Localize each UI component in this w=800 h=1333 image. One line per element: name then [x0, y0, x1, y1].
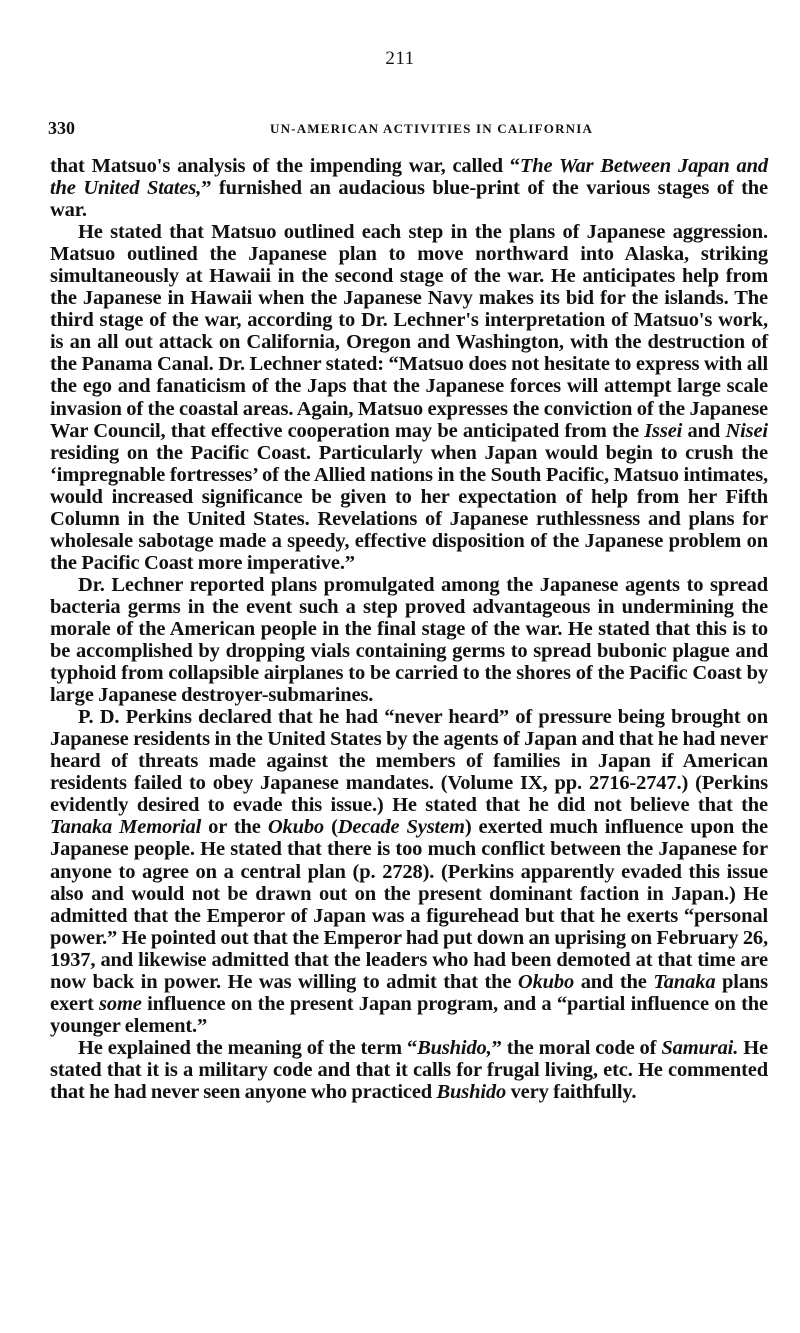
text-run: He explained the meaning of the term “ [78, 1036, 418, 1059]
paragraph-1 [50, 155, 768, 221]
italic-term: Decade System [337, 816, 465, 839]
paragraph-5 [50, 1037, 768, 1103]
text-run: ( [324, 816, 338, 839]
text-run: and the [574, 970, 654, 993]
text-run: very faithfully. [506, 1080, 637, 1103]
italic-term: some [99, 992, 142, 1015]
text-run: or the [201, 816, 268, 839]
italic-term: Tanaka [653, 970, 716, 993]
paragraph-4 [50, 706, 768, 1037]
body-text [50, 155, 768, 1103]
italic-title: The War Between Japan and the United States, [50, 155, 768, 200]
italic-term: Bushido, [417, 1036, 492, 1059]
italic-term: Nisei [725, 419, 768, 442]
italic-term: Issei [644, 419, 683, 442]
page-number: 211 [385, 48, 415, 69]
italic-term: Okubo [267, 816, 325, 839]
running-title: UN-AMERICAN ACTIVITIES IN CALIFORNIA [270, 121, 594, 136]
paragraph-2 [50, 221, 768, 574]
text-run: Dr. Lechner reported plans promulgated among the Japanese agents to spread bacteria germs in the event such a step proved advantageous in undermining the morale of the American people in the final stage of the war. He stated that this is to be accomplished by dropping vials containing germs to spread bubonic plague and typhoid from collapsible airplanes to be carried to the shores of the Pacific Coast by large Japanese destroyer-submarines. [50, 573, 768, 707]
paragraph-3 [50, 574, 768, 706]
running-head [48, 118, 768, 144]
text-run: ” furnished an audacious blue-print of the various stages of the war. [50, 177, 769, 222]
folio-number: 330 [48, 118, 75, 138]
text-run: that Matsuo's analysis of the impending war, called “ [50, 155, 520, 177]
text-run: He stated that it is a military code and that it calls for frugal living, etc. He commented that he had never seen anyone who practiced [50, 1036, 768, 1103]
text-run: He stated that Matsuo outlined each step in the plans of Japanese aggression. Matsuo outlined the Japanese plan to move northward into Alaska, striking simultaneously at Hawaii in the second stage of the war. He anticipates help from the Japanese in Hawaii when the Japanese Navy makes its bid for the islands. The third stage of the war, according to Dr. Lechner's interpretation of Matsuo's work, is an all out attack on California, Oregon and Washington, with the destruction of the Panama Canal. Dr. Lechner stated: “Matsuo does not hesitate to express with all the ego and fanaticism of the Japs that the Japanese forces will attempt large scale invasion of the coastal areas. Again, Matsuo expresses the conviction of the Japanese War Council, that effective cooperation may be anticipated from the [50, 221, 768, 442]
italic-term: Tanaka Memorial [50, 816, 202, 839]
italic-term: Samurai. [661, 1036, 739, 1059]
text-run: residing on the Pacific Coast. Particularly when Japan would begin to crush the ‘impregnable fortresses’ of the Allied nations in the South Pacific, Matsuo intimates, would increased significance be given to her expectation of help from her Fifth Column in the United States. Revelations of Japanese ruthlessness and plans for wholesale sabotage made a speedy, effective disposition of the Japanese problem on the Pacific Coast more imperative.” [50, 441, 768, 574]
text-run: and [682, 419, 726, 442]
italic-term: Okubo [517, 970, 575, 993]
text-run: ” the moral code of [491, 1036, 662, 1059]
italic-term: Bushido [436, 1080, 507, 1103]
text-run: influence on the present Japan program, and a “partial influence on the younger element.” [50, 992, 768, 1037]
text-run: ) exerted much influence upon the Japanese people. He stated that there is too much conflict between the Japanese for anyone to agree on a central plan (p. 2728). (Perkins apparently evaded this issue also and would not be drawn out on the present dominant faction in Japan.) He admitted that the Emperor of Japan was a figurehead but that he exerts “personal power.” He pointed out that the Emperor had put down an uprising on February 26, 1937, and likewise admitted that the leaders who had been demoted at that time are now back in power. He was willing to admit that the [50, 816, 768, 993]
text-run: P. D. Perkins declared that he had “never heard” of pressure being brought on Japanese residents in the United States by the agents of Japan and that he had never heard of threats made against the members of families in Japan if American residents failed to obey Japanese mandates. (Volume IX, pp. 2716-2747.) (Perkins evidently desired to evade this issue.) He stated that he did not believe that the [50, 706, 768, 817]
text-run: plans exert [50, 970, 769, 1015]
